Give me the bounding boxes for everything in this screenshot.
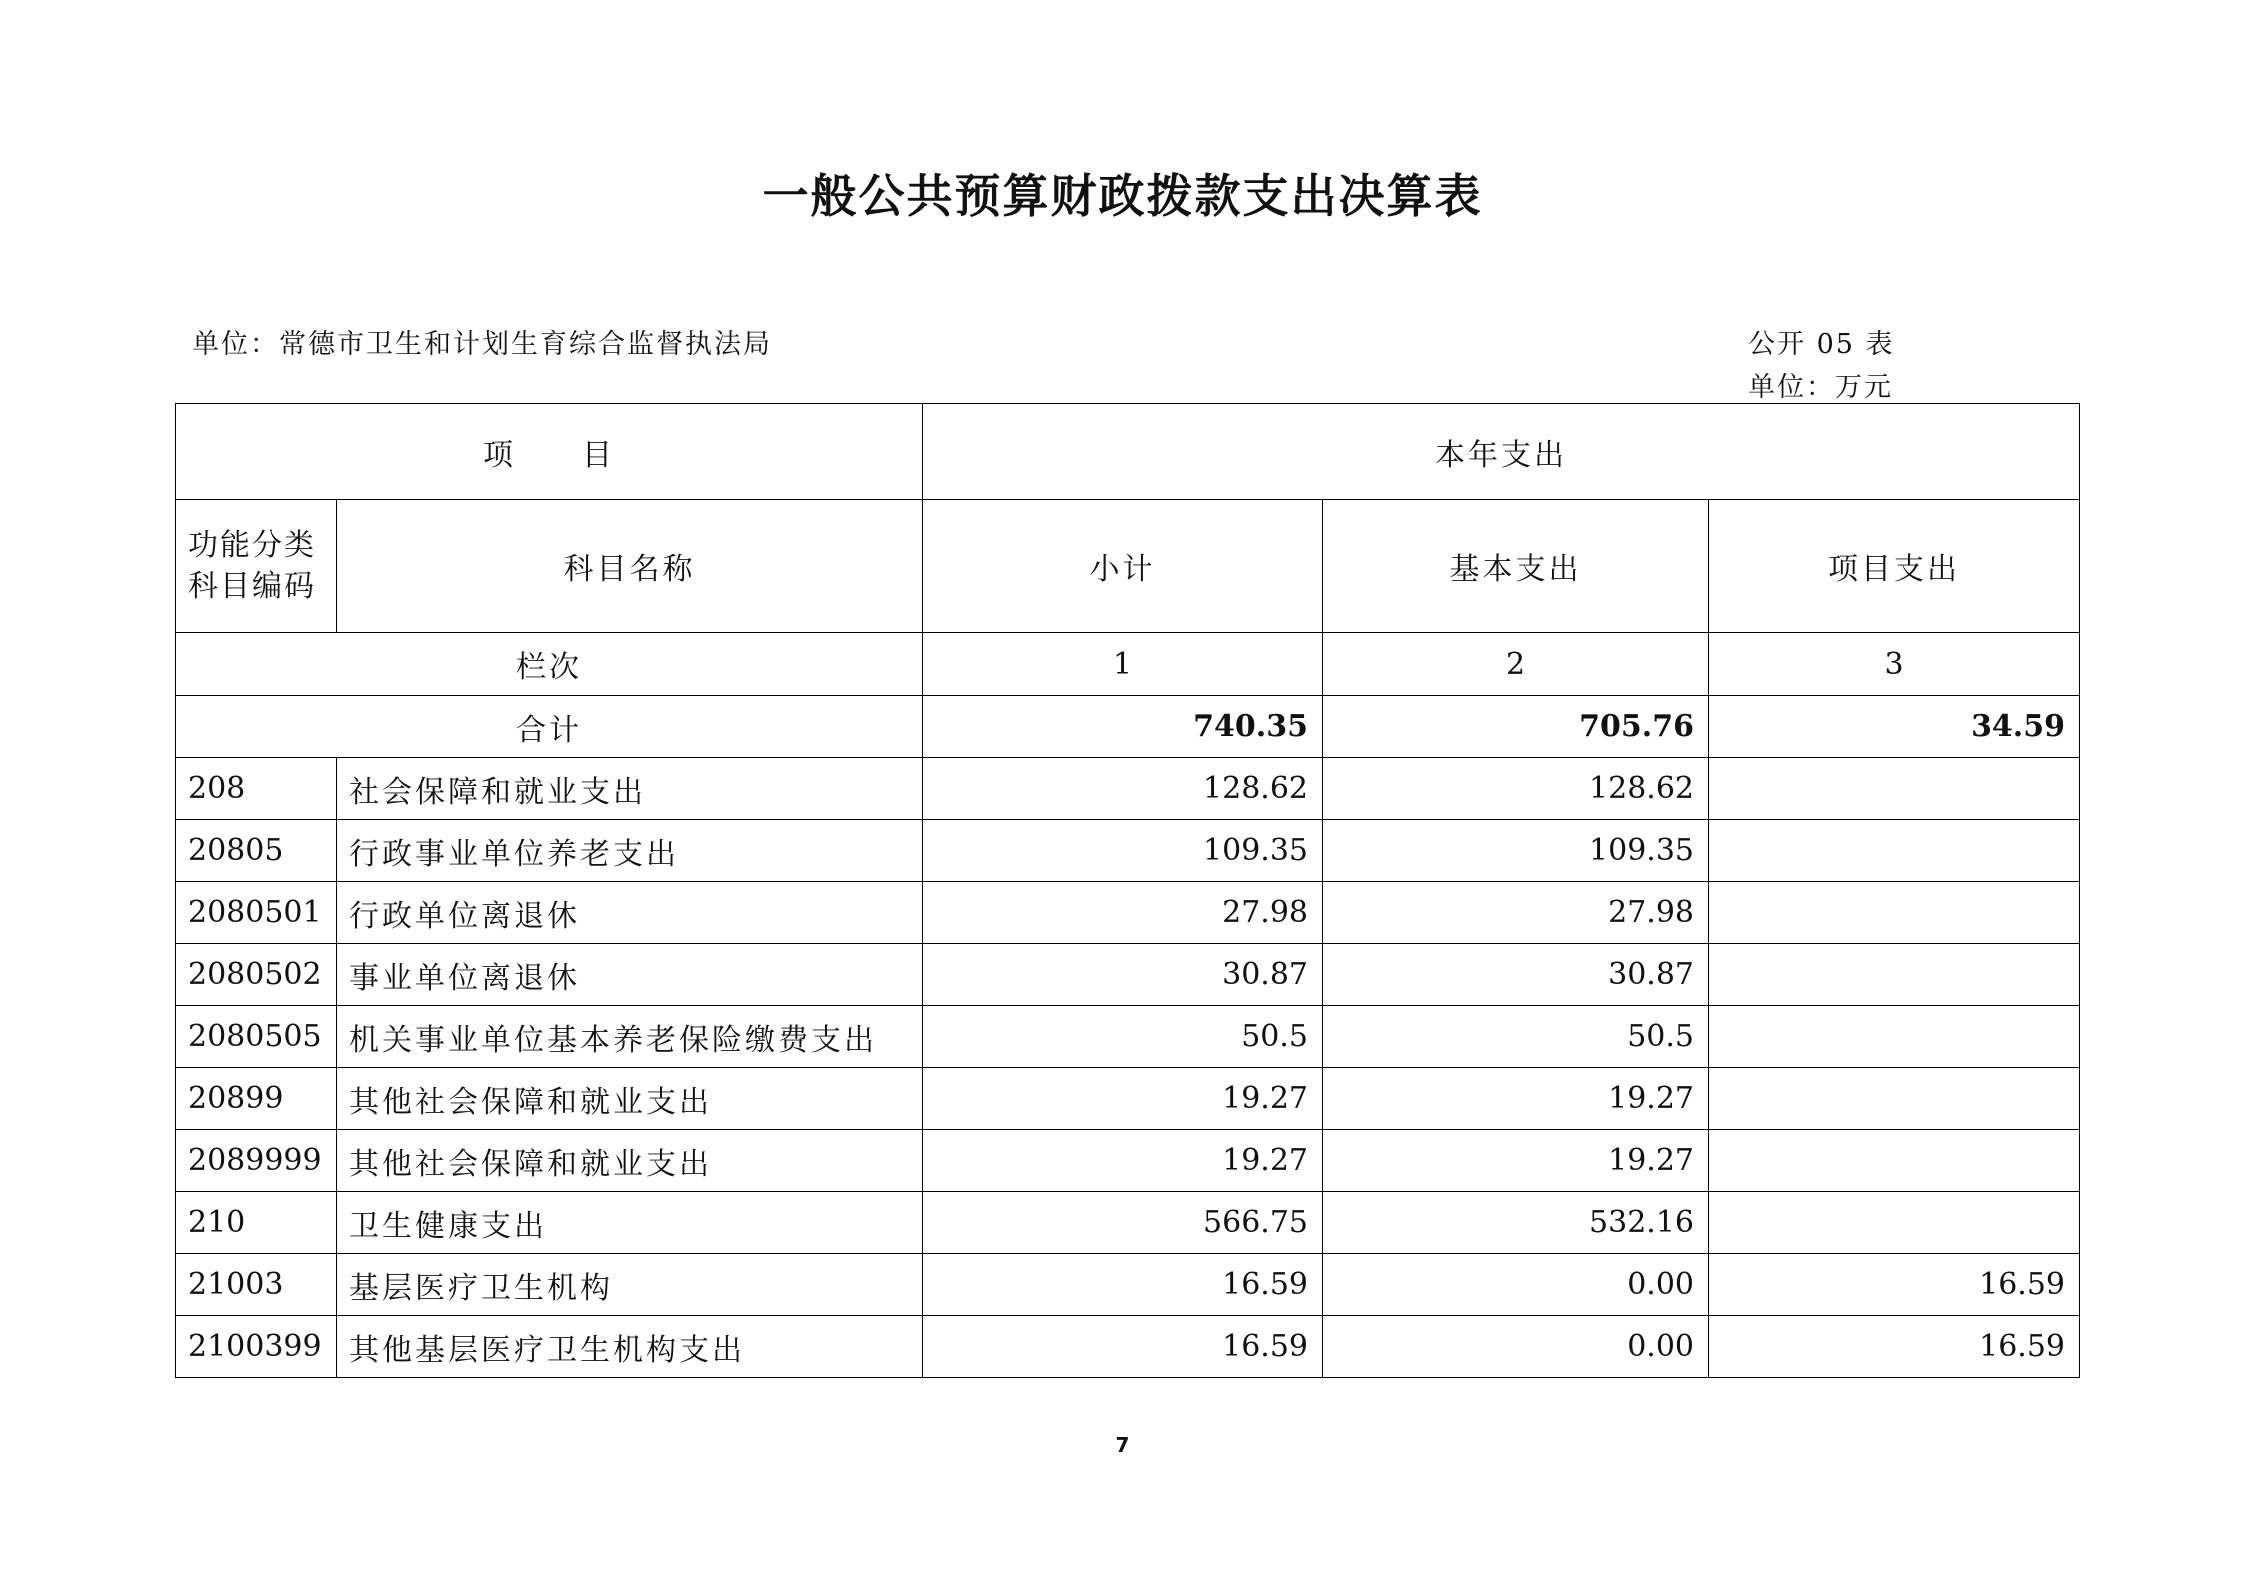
row-name: 卫生健康支出 <box>337 1192 923 1254</box>
table-row <box>176 882 2080 944</box>
table-row <box>176 758 2080 820</box>
table-row <box>176 944 2080 1006</box>
row-subtotal: 30.87 <box>923 944 1323 1006</box>
budget-table <box>175 403 2080 1378</box>
row-subtotal: 16.59 <box>923 1316 1323 1378</box>
row-project <box>1709 1192 2080 1254</box>
row-basic: 50.5 <box>1323 1006 1709 1068</box>
row-code: 2080502 <box>176 944 337 1006</box>
total-subtotal: 740.35 <box>923 696 1323 758</box>
row-name: 其他社会保障和就业支出 <box>337 1130 923 1192</box>
header-subtotal: 小计 <box>923 500 1323 633</box>
row-name: 机关事业单位基本养老保险缴费支出 <box>337 1006 923 1068</box>
page-title: 一般公共预算财政拨款支出决算表 <box>762 169 1483 223</box>
row-subtotal: 27.98 <box>923 882 1323 944</box>
table-row <box>176 1130 2080 1192</box>
row-code: 2089999 <box>176 1130 337 1192</box>
row-name: 行政单位离退休 <box>337 882 923 944</box>
row-name: 行政事业单位养老支出 <box>337 820 923 882</box>
row-basic: 128.62 <box>1323 758 1709 820</box>
row-code: 208 <box>176 758 337 820</box>
money-unit: 单位：万元 <box>1748 372 1893 403</box>
row-name: 其他基层医疗卫生机构支出 <box>337 1316 923 1378</box>
page-number: 7 <box>1115 1433 1130 1457</box>
row-subtotal: 19.27 <box>923 1068 1323 1130</box>
row-subtotal: 16.59 <box>923 1254 1323 1316</box>
header-code: 功能分类科目编码 <box>176 500 337 633</box>
header-current-year: 本年支出 <box>923 404 2080 500</box>
table-row <box>176 820 2080 882</box>
column-index-2: 2 <box>1323 633 1709 696</box>
row-subtotal: 19.27 <box>923 1130 1323 1192</box>
form-number: 公开 05 表 <box>1748 329 1895 360</box>
total-label: 合计 <box>176 696 923 758</box>
row-subtotal: 50.5 <box>923 1006 1323 1068</box>
row-name: 社会保障和就业支出 <box>337 758 923 820</box>
total-row <box>176 696 2080 758</box>
row-project <box>1709 1130 2080 1192</box>
row-code: 2080501 <box>176 882 337 944</box>
row-basic: 30.87 <box>1323 944 1709 1006</box>
row-code: 21003 <box>176 1254 337 1316</box>
row-code: 210 <box>176 1192 337 1254</box>
column-index-1: 1 <box>923 633 1323 696</box>
row-project <box>1709 820 2080 882</box>
header-row-2 <box>176 500 2080 633</box>
row-basic: 0.00 <box>1323 1254 1709 1316</box>
row-project <box>1709 1068 2080 1130</box>
row-project <box>1709 1006 2080 1068</box>
row-code: 20805 <box>176 820 337 882</box>
row-name: 事业单位离退休 <box>337 944 923 1006</box>
row-project: 16.59 <box>1709 1254 2080 1316</box>
header-name: 科目名称 <box>337 500 923 633</box>
header-project: 项 目 <box>176 404 923 500</box>
row-code: 20899 <box>176 1068 337 1130</box>
row-subtotal: 128.62 <box>923 758 1323 820</box>
table-row <box>176 1006 2080 1068</box>
total-project: 34.59 <box>1709 696 2080 758</box>
row-project <box>1709 944 2080 1006</box>
row-name: 其他社会保障和就业支出 <box>337 1068 923 1130</box>
row-basic: 27.98 <box>1323 882 1709 944</box>
row-basic: 532.16 <box>1323 1192 1709 1254</box>
row-project <box>1709 882 2080 944</box>
header-basic: 基本支出 <box>1323 500 1709 633</box>
row-basic: 109.35 <box>1323 820 1709 882</box>
table-row <box>176 1192 2080 1254</box>
column-index-label: 栏次 <box>176 633 923 696</box>
table-row <box>176 1254 2080 1316</box>
total-basic: 705.76 <box>1323 696 1709 758</box>
row-basic: 0.00 <box>1323 1316 1709 1378</box>
row-code: 2080505 <box>176 1006 337 1068</box>
unit-label: 单位：常德市卫生和计划生育综合监督执法局 <box>192 329 772 360</box>
row-project <box>1709 758 2080 820</box>
table-row <box>176 1316 2080 1378</box>
row-basic: 19.27 <box>1323 1068 1709 1130</box>
row-name: 基层医疗卫生机构 <box>337 1254 923 1316</box>
row-subtotal: 109.35 <box>923 820 1323 882</box>
row-code: 2100399 <box>176 1316 337 1378</box>
header-project-exp: 项目支出 <box>1709 500 2080 633</box>
table-row <box>176 1068 2080 1130</box>
header-row-1 <box>176 404 2080 500</box>
row-project: 16.59 <box>1709 1316 2080 1378</box>
row-subtotal: 566.75 <box>923 1192 1323 1254</box>
column-index-3: 3 <box>1709 633 2080 696</box>
row-basic: 19.27 <box>1323 1130 1709 1192</box>
column-index-row <box>176 633 2080 696</box>
